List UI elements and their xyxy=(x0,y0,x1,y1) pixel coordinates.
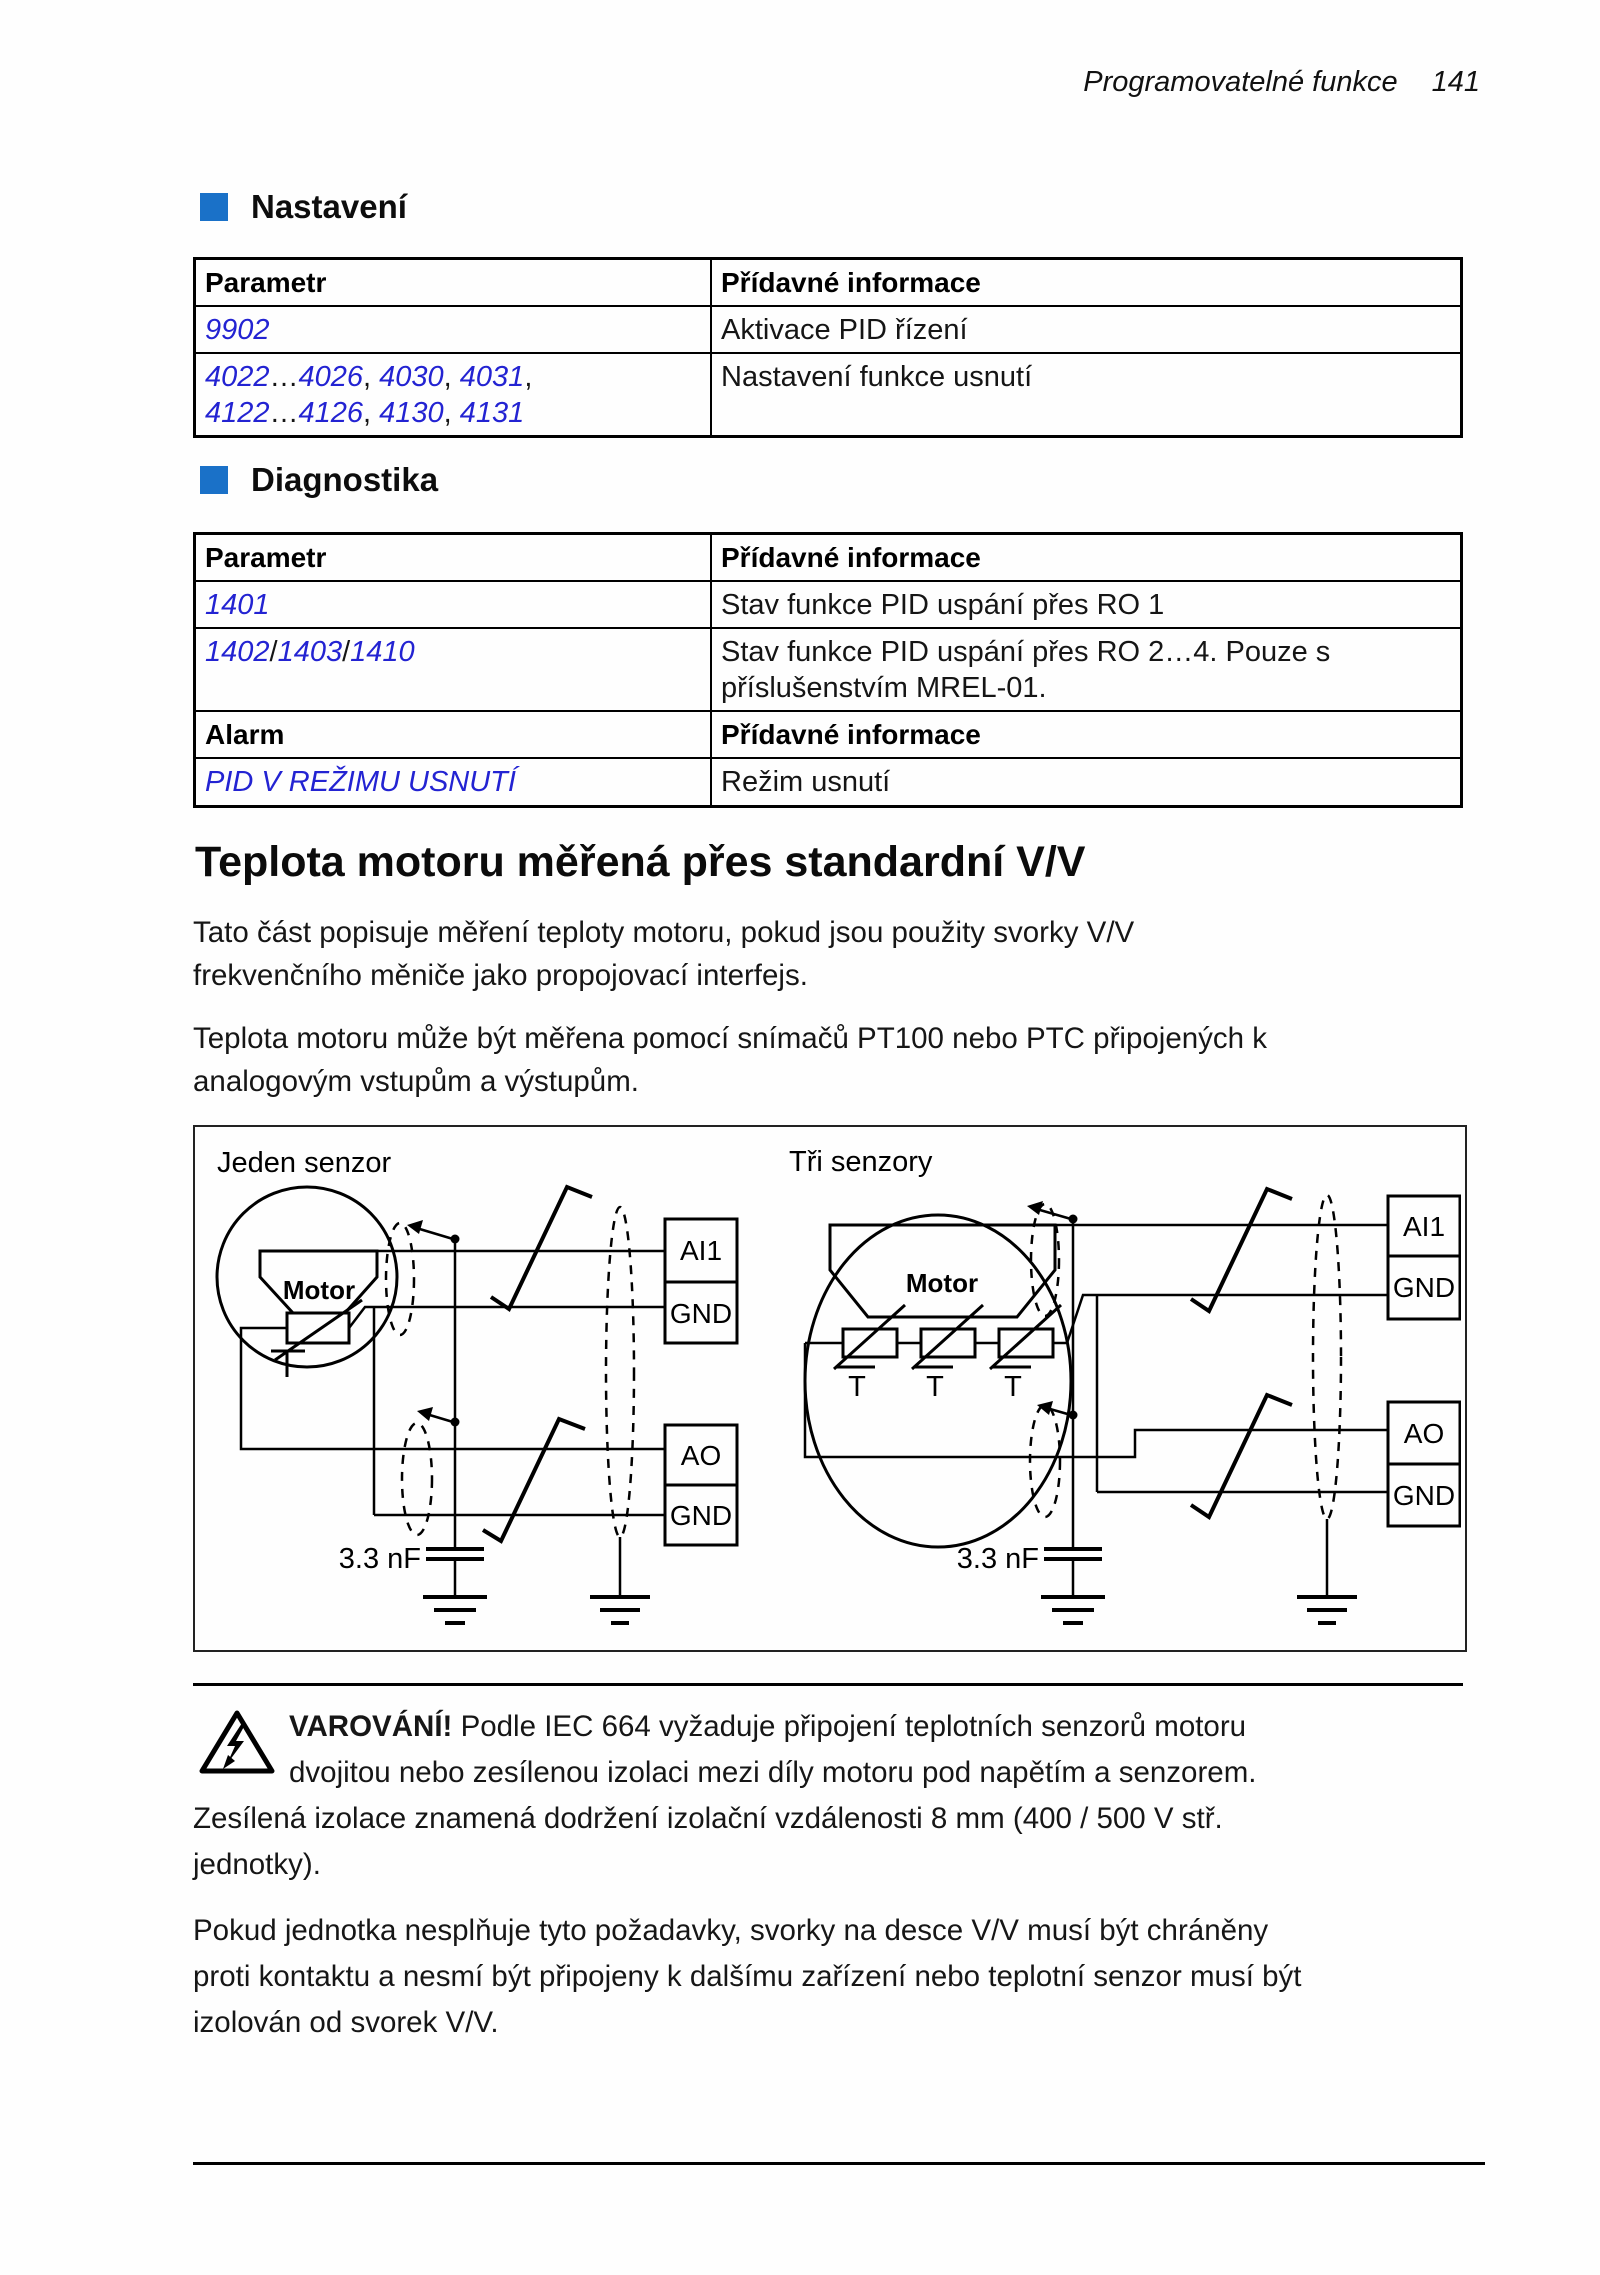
info-cell: Režim usnutí xyxy=(711,758,1462,806)
param-link[interactable]: 1403 xyxy=(277,636,343,668)
cable-shield-icon xyxy=(606,1207,634,1537)
column-header-alarm: Alarm xyxy=(195,711,712,758)
section-bullet-icon xyxy=(200,193,228,221)
terminal-label: AI1 xyxy=(679,1235,723,1266)
thermistor-arrow xyxy=(834,1305,905,1369)
twisted-pair-icon xyxy=(491,1187,592,1309)
ground-icon xyxy=(1297,1519,1357,1623)
column-header-info: Přídavné informace xyxy=(711,711,1462,758)
info-cell: Stav funkce PID uspání přes RO 1 xyxy=(711,581,1462,628)
motor-label: Motor xyxy=(905,1268,979,1298)
wire-ao-loop xyxy=(241,1328,665,1449)
param-link[interactable]: 4131 xyxy=(459,397,525,429)
thermistor-arrow xyxy=(912,1305,983,1369)
wiring-diagram-svg xyxy=(195,1127,1461,1646)
footer-rule xyxy=(193,2162,1485,2165)
ground-icon xyxy=(1041,1597,1105,1623)
paragraph: Pokud jednotka nesplňuje tyto požadavky, svorky na desce V/V musí být chráněny proti kontaktu a nesmí být připojeny k dalšímu zařízení nebo teplotní senzor musí být izolován od svorek V/V. xyxy=(193,1914,1302,2039)
running-head xyxy=(1083,66,1480,99)
section-heading-settings xyxy=(200,188,407,226)
ground-icon xyxy=(423,1597,487,1623)
three-sensor-diagram xyxy=(789,1146,1460,1623)
terminal-label: GND xyxy=(1392,1272,1456,1303)
terminal-block-ao xyxy=(665,1425,737,1485)
sensor-label: T xyxy=(848,1371,866,1403)
param-link[interactable]: 4022 xyxy=(205,361,270,393)
settings-table xyxy=(193,257,1463,438)
paragraph: Tato část popisuje měření teploty motoru, pokud jsou použity svorky V/V frekvenčního měniče jako propojovací interfejs. xyxy=(193,916,1135,992)
terminal-label: AO xyxy=(680,1440,722,1471)
junction-dot xyxy=(1069,1215,1078,1224)
param-cell xyxy=(195,758,712,806)
arrow-head xyxy=(417,1407,433,1421)
thermistor-arrow xyxy=(990,1305,1061,1369)
page-number: 141 xyxy=(1431,66,1480,98)
section-heading-label: Nastavení xyxy=(251,188,407,225)
capacitor-icon xyxy=(1044,1549,1102,1597)
paragraph: Teplota motoru může být měřena pomocí snímačů PT100 nebo PTC připojených k analogovým vstupům a výstupům. xyxy=(193,1022,1267,1098)
terminal-block-gnd xyxy=(1388,1464,1460,1526)
param-link[interactable]: 4030 xyxy=(379,361,444,393)
sensor-label: T xyxy=(1004,1371,1022,1403)
cable-shield-icon xyxy=(386,1223,414,1335)
diagram-caption: Jeden senzor xyxy=(217,1147,392,1179)
terminal-block-gnd xyxy=(665,1485,737,1545)
running-head-chapter: Programovatelné funkce xyxy=(1083,66,1398,98)
warning-text: Podle IEC 664 vyžaduje připojení teplotních senzorů motoru dvojitou nebo zesílenou izolaci mezi díly motoru pod napětím a senzorem. Zesílená izolace znamená dodržení izolační vzdálenosti 8 mm (400 / 500 V stř. jednotky). xyxy=(193,1710,1257,1881)
thermistor-body xyxy=(287,1313,349,1343)
diagram-caption: Tři senzory xyxy=(789,1146,933,1178)
thermistor-icon xyxy=(912,1305,983,1403)
capacitor-icon xyxy=(426,1549,484,1597)
column-header-info: Přídavné informace xyxy=(711,259,1462,307)
table-header-row xyxy=(195,534,1462,582)
junction-dot xyxy=(451,1235,460,1244)
wire-gnd xyxy=(349,1307,665,1328)
junction-dot xyxy=(1069,1411,1078,1420)
terminal-block-gnd xyxy=(665,1282,737,1343)
warning-label: VAROVÁNÍ! xyxy=(289,1710,453,1743)
section-bullet-icon xyxy=(200,466,228,494)
table-row xyxy=(195,306,1462,353)
param-link[interactable]: 1401 xyxy=(205,589,270,621)
sensor-label: T xyxy=(926,1371,944,1403)
param-cell xyxy=(195,306,712,353)
twisted-pair-icon xyxy=(1191,1395,1292,1517)
param-link[interactable]: 4031 xyxy=(459,361,525,393)
shield-arrow-icon xyxy=(407,1220,460,1244)
thermistor-icon xyxy=(990,1305,1061,1403)
param-link[interactable]: 4130 xyxy=(379,397,444,429)
terminal-block-gnd xyxy=(1388,1256,1460,1319)
twisted-pair-icon xyxy=(483,1419,585,1541)
info-cell: Aktivace PID řízení xyxy=(711,306,1462,353)
shield-arrow-icon xyxy=(1037,1401,1078,1420)
cable-shield-icon xyxy=(402,1423,432,1535)
terminal-label: GND xyxy=(1392,1480,1456,1511)
warning-rule xyxy=(193,1683,1463,1686)
param-link[interactable]: 4122 xyxy=(205,397,270,429)
table-header-row xyxy=(195,711,1462,758)
param-cell xyxy=(195,581,712,628)
section-heading-diagnostics xyxy=(200,461,438,499)
diagnostics-table xyxy=(193,532,1463,808)
section-heading-label: Diagnostika xyxy=(251,461,439,498)
param-cell: 4022…4026, 4030, 4031, 4122…4126, 4130, 4131 xyxy=(195,353,712,437)
electric-shock-warning-icon xyxy=(199,1708,275,1778)
junction-dot xyxy=(451,1418,460,1427)
capacitor-label: 3.3 nF xyxy=(338,1543,421,1575)
info-cell: Stav funkce PID uspání přes RO 2…4. Pouze s příslušenstvím MREL-01. xyxy=(711,628,1462,711)
table-row xyxy=(195,353,1462,437)
table-row xyxy=(195,581,1462,628)
terminal-label: AI1 xyxy=(1402,1211,1446,1242)
shield-arrow-icon xyxy=(417,1407,460,1427)
twisted-pair-icon xyxy=(1191,1189,1292,1311)
table-row xyxy=(195,758,1462,806)
page-title: Teplota motoru měřená přes standardní V/V xyxy=(195,838,1086,886)
terminal-block-ai1 xyxy=(1388,1196,1460,1256)
param-link[interactable]: 4126 xyxy=(298,397,364,429)
column-header-parametr: Parametr xyxy=(195,534,712,582)
table-header-row xyxy=(195,259,1462,307)
param-link[interactable]: 1410 xyxy=(350,636,415,668)
one-sensor-diagram xyxy=(217,1147,737,1623)
cable-shield-icon xyxy=(1313,1195,1341,1519)
thermistor-icon xyxy=(834,1305,905,1403)
motor-label: Motor xyxy=(282,1275,356,1305)
column-header-parametr: Parametr xyxy=(195,259,712,307)
param-link[interactable]: 4026 xyxy=(298,361,364,393)
param-link[interactable]: 9902 xyxy=(205,314,270,346)
ground-icon xyxy=(590,1537,650,1623)
param-cell: 1402/1403/1410 xyxy=(195,628,712,711)
wiring-diagram-figure xyxy=(193,1125,1467,1652)
info-cell: Nastavení funkce usnutí xyxy=(711,353,1462,437)
arrow-head xyxy=(407,1220,423,1234)
terminal-block-ai1 xyxy=(665,1219,737,1282)
terminal-label: GND xyxy=(669,1298,733,1329)
terminal-label: AO xyxy=(1403,1418,1445,1449)
capacitor-label: 3.3 nF xyxy=(956,1543,1039,1575)
terminal-label: GND xyxy=(669,1500,733,1531)
column-header-info: Přídavné informace xyxy=(711,534,1462,582)
table-row xyxy=(195,628,1462,711)
param-link[interactable]: 1402 xyxy=(205,636,270,668)
warning-block xyxy=(193,1704,1319,1888)
terminal-block-ao xyxy=(1388,1402,1460,1464)
param-link[interactable]: PID V REŽIMU USNUTÍ xyxy=(205,766,516,798)
